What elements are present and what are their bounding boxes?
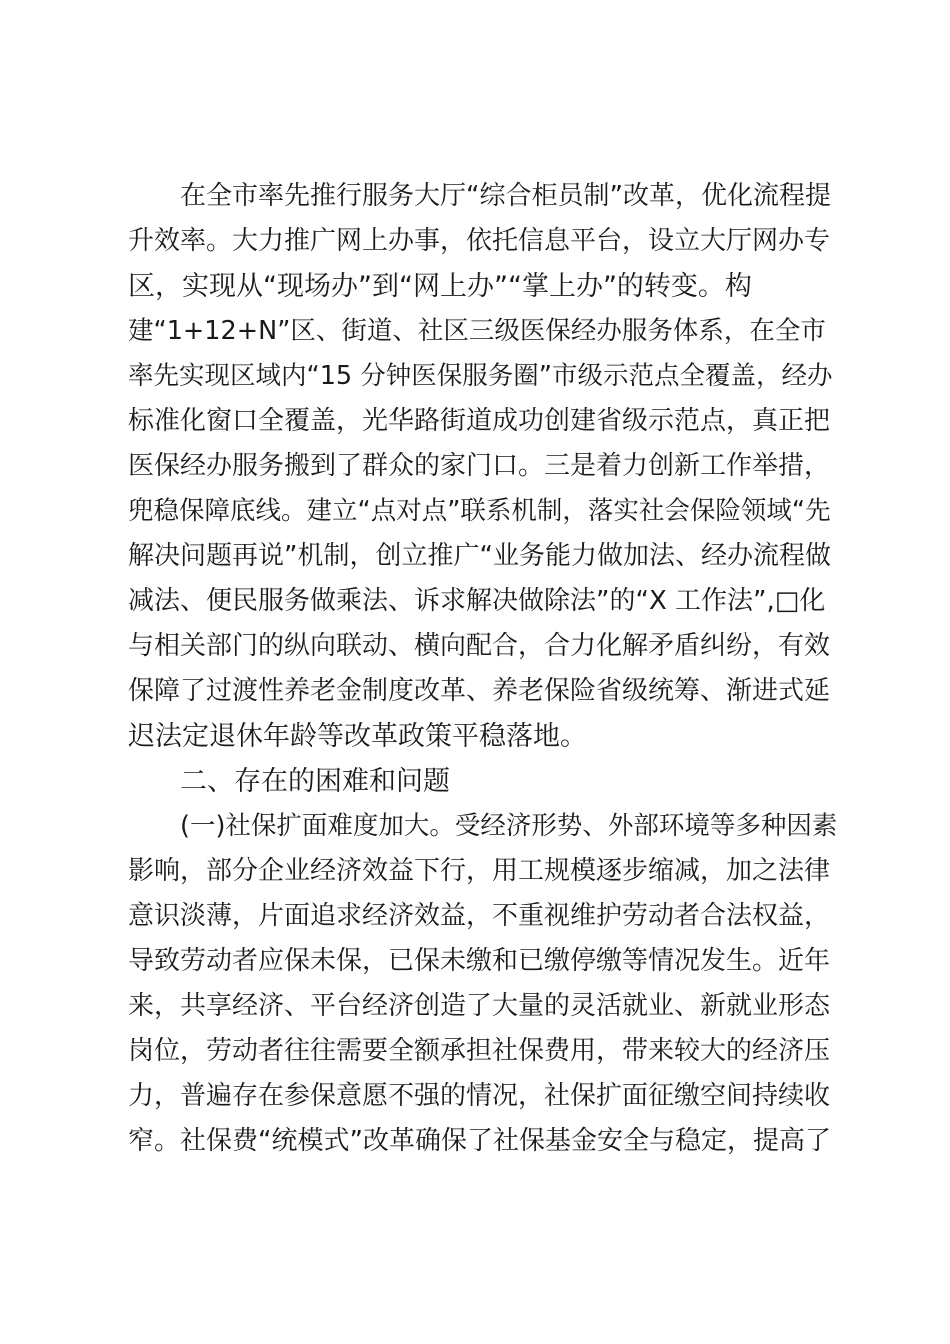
text-line: 影响，部分企业经济效益下行，用工规模逐步缩减，加之法律 xyxy=(128,856,831,886)
text-line: 标准化窗口全覆盖，光华路街道成功创建省级示范点，真正把 xyxy=(128,406,831,436)
text-line: 医保经办服务搬到了群众的家门口。三是着力创新工作举措， xyxy=(128,451,831,481)
text-line: 迟法定退休年龄等改革政策平稳落地。 xyxy=(128,721,587,752)
text-line: 减法、便民服务做乘法、诉求解决做除法”的“X 工作法”,□化 xyxy=(128,586,826,616)
text-line: 兜稳保障底线。建立“点对点”联系机制，落实社会保险领域“先 xyxy=(128,496,831,526)
text-line: 导致劳动者应保未保，已保未缴和已缴停缴等情况发生。近年 xyxy=(128,946,831,976)
text-line: 窄。社保费“统模式”改革确保了社保基金安全与稳定，提高了 xyxy=(128,1126,831,1156)
text-line: 意识淡薄，片面追求经济效益，不重视维护劳动者合法权益， xyxy=(128,901,831,931)
text-line: 来，共享经济、平台经济创造了大量的灵活就业、新就业形态 xyxy=(128,991,831,1021)
text-line: 区，实现从“现场办”到“网上办”“掌上办”的转变。构 xyxy=(128,271,752,302)
text-line: 建“1+12+N”区、街道、社区三级医保经办服务体系，在全市 xyxy=(128,316,826,346)
text-line: 二、存在的困难和问题 xyxy=(180,766,450,797)
document-body xyxy=(128,174,838,1164)
text-line: 与相关部门的纵向联动、横向配合，合力化解矛盾纠纷，有效 xyxy=(128,631,831,661)
text-line: (一)社保扩面难度加大。受经济形势、外部环境等多种因素 xyxy=(180,811,838,841)
text-line: 岗位，劳动者往往需要全额承担社保费用，带来较大的经济压 xyxy=(128,1036,831,1066)
text-line: 升效率。大力推广网上办事，依托信息平台，设立大厅网办专 xyxy=(128,226,831,256)
text-line: 率先实现区域内“15 分钟医保服务圈”市级示范点全覆盖，经办 xyxy=(128,361,833,391)
text-line: 在全市率先推行服务大厅“综合柜员制”改革，优化流程提 xyxy=(180,181,831,211)
text-line: 力，普遍存在参保意愿不强的情况，社保扩面征缴空间持续收 xyxy=(128,1081,831,1111)
text-line: 解决问题再说”机制，创立推广“业务能力做加法、经办流程做 xyxy=(128,541,831,571)
text-line: 保障了过渡性养老金制度改革、养老保险省级统筹、渐进式延 xyxy=(128,676,831,706)
